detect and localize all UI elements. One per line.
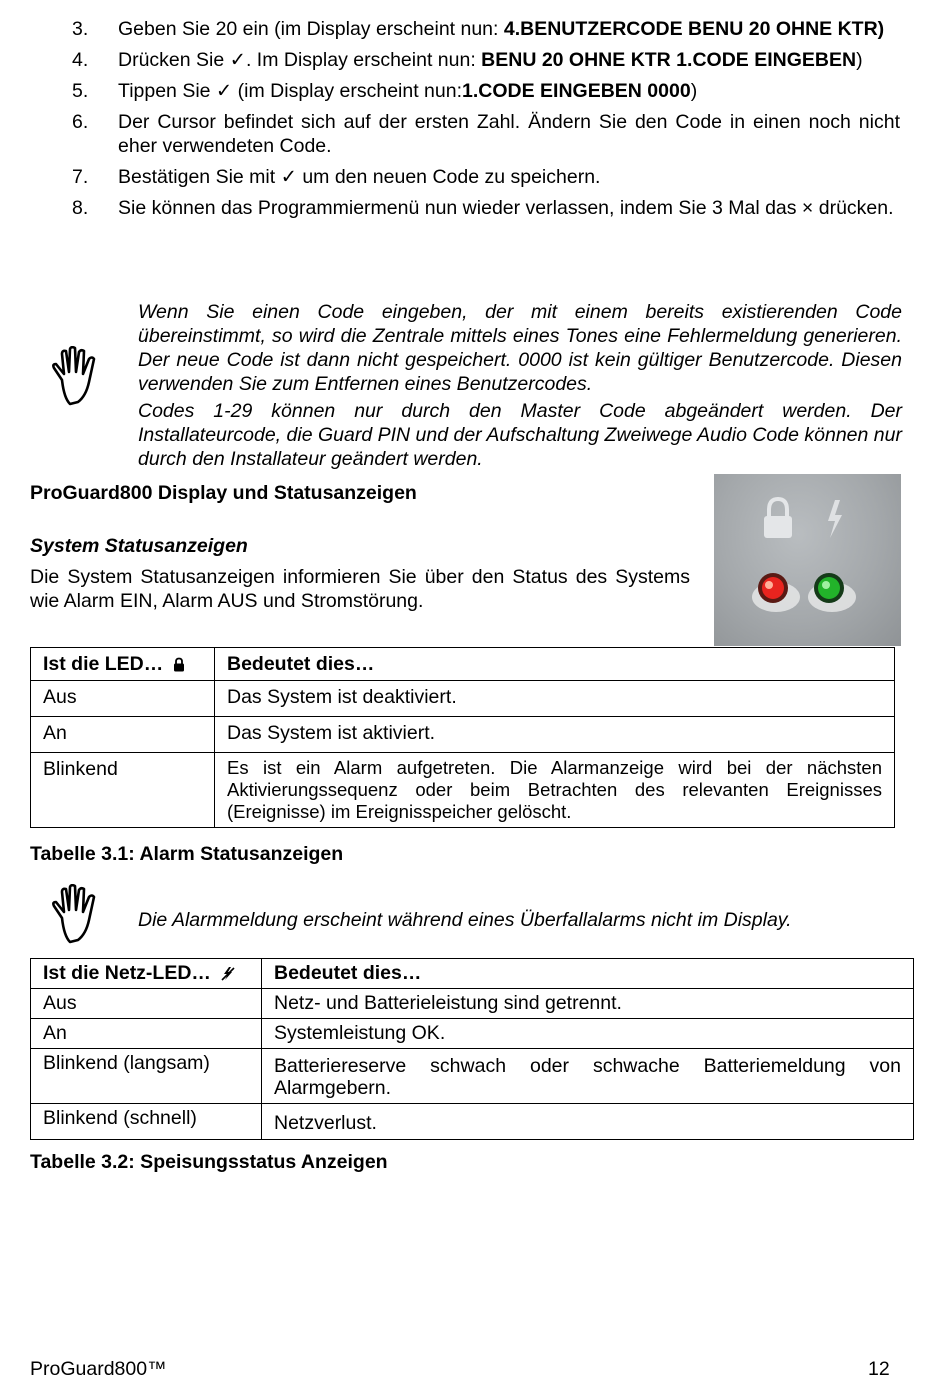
hand-warning-icon [48, 884, 104, 946]
note-paragraph: Codes 1-29 können nur durch den Master Code abgeändert werden. Der Installateurcode, die Guard PIN und der Aufschaltung Zweiwege Audio Code können nur durch den Installateur geändert werden. [138, 400, 902, 470]
table-cell: An [31, 717, 215, 753]
step-text-run: Der Cursor befindet sich auf der ersten Zahl. Ändern Sie den Code in einen noch nicht eher verwendeten Code. [118, 111, 900, 157]
step-number: 6. [72, 111, 89, 133]
note-paragraph: Wenn Sie einen Code eingeben, der mit einem bereits existierenden Code übereinstimmt, so wird die Zentrale mittels eines Tones eine Fehlermeldung generieren. Der neue Code ist dann nicht gespeichert. 0000 ist kein gültiger Benutzercode. Diesen verwenden Sie zum Entfernen eines Benutzercodes. [138, 301, 902, 395]
table-cell: Blinkend (langsam) [31, 1049, 262, 1104]
led-panel-photo [714, 474, 901, 646]
step-text-run: Geben Sie 20 ein (im Display erscheint nun: [118, 18, 504, 40]
table-cell: Netzverlust. [262, 1104, 914, 1140]
step-item [72, 110, 900, 158]
table-header-cell: Bedeutet dies… [262, 959, 914, 989]
table-caption: Tabelle 3.1: Alarm Statusanzeigen [30, 843, 344, 865]
table-header-row [31, 959, 914, 989]
note-code-warning [138, 300, 902, 471]
hand-warning-icon [48, 346, 104, 408]
step-text [118, 196, 900, 220]
red-led [752, 573, 800, 612]
table-cell: Blinkend [31, 753, 215, 828]
step-text [118, 110, 900, 158]
step-text-bold: 4.BENUTZERCODE BENU 20 OHNE KTR) [503, 18, 885, 40]
step-text [118, 17, 900, 41]
step-item [72, 17, 900, 41]
table-row [31, 1019, 914, 1049]
table-cell: Aus [31, 989, 262, 1019]
table-header-cell: Bedeutet dies… [215, 648, 895, 681]
table-cell: Blinkend (schnell) [31, 1104, 262, 1140]
page-number: 12 [868, 1358, 890, 1380]
table-row [31, 989, 914, 1019]
step-text-run: ) [856, 49, 863, 71]
table-cell: Aus [31, 681, 215, 717]
green-led [808, 573, 856, 612]
lightning-icon [828, 500, 842, 538]
table-row [31, 1104, 914, 1140]
step-item [72, 196, 900, 220]
table-caption: Tabelle 3.2: Speisungsstatus Anzeigen [30, 1151, 388, 1173]
table-cell: An [31, 1019, 262, 1049]
table-cell: Netz- und Batterieleistung sind getrennt. [262, 989, 914, 1019]
step-text-run: ) [690, 80, 698, 102]
table-cell: Das System ist deaktiviert. [215, 681, 895, 717]
table-cell: Das System ist aktiviert. [215, 717, 895, 753]
table-header-row [31, 648, 895, 681]
intro-text: Die System Statusanzeigen informieren Sie über den Status des Systems wie Alarm EIN, Alarm AUS und Stromstörung. [30, 566, 690, 612]
step-text [118, 48, 900, 72]
step-number: 7. [72, 166, 89, 188]
table-row [31, 681, 895, 717]
lock-icon [764, 499, 792, 538]
power-slash-icon [220, 966, 236, 981]
step-text-bold: 1.CODE EINGEBEN 0000 [462, 80, 691, 102]
table-header-cell: Ist die LED… [31, 648, 215, 681]
step-text-run: Bestätigen Sie mit ✓ um den neuen Code zu speichern. [118, 166, 601, 188]
step-number: 4. [72, 49, 89, 71]
table-cell: Systemleistung OK. [262, 1019, 914, 1049]
step-text-bold: BENU 20 OHNE KTR 1.CODE EINGEBEN [481, 49, 857, 71]
table-row [31, 1049, 914, 1104]
table-cell: Es ist ein Alarm aufgetreten. Die Alarmanzeige wird bei der nächsten Aktivierungssequenz oder beim Betrachten des relevanten Ereignisses (Ereignisse) im Ereignisspeicher gelöscht. [215, 753, 895, 828]
step-item [72, 79, 900, 103]
section-title: ProGuard800 Display und Statusanzeigen [30, 482, 417, 504]
power-status-table [30, 958, 914, 1140]
table-row [31, 717, 895, 753]
step-list [72, 17, 900, 227]
step-item [72, 48, 900, 72]
step-number: 8. [72, 197, 89, 219]
step-text-run: Tippen Sie ✓ (im Display erscheint nun: [118, 80, 463, 102]
note-alarm-display: Die Alarmmeldung erscheint während eines Überfallalarms nicht im Display. [138, 909, 792, 931]
step-text [118, 79, 900, 103]
step-number: 5. [72, 80, 89, 102]
step-text-run: Sie können das Programmiermenü nun wieder verlassen, indem Sie 3 Mal das × drücken. [118, 197, 894, 219]
lock-icon [173, 657, 185, 672]
step-number: 3. [72, 18, 89, 40]
table-cell: Batteriereserve schwach oder schwache Batteriemeldung von Alarmgebern. [262, 1049, 914, 1104]
alarm-status-table [30, 647, 895, 828]
table-header-cell: Ist die Netz-LED… [31, 959, 262, 989]
step-item [72, 165, 900, 189]
step-text [118, 165, 900, 189]
table-row [31, 753, 895, 828]
step-text-run: Drücken Sie ✓. Im Display erscheint nun: [118, 49, 482, 71]
footer-product: ProGuard800™ [30, 1358, 167, 1380]
subsection-title: System Statusanzeigen [30, 535, 248, 557]
